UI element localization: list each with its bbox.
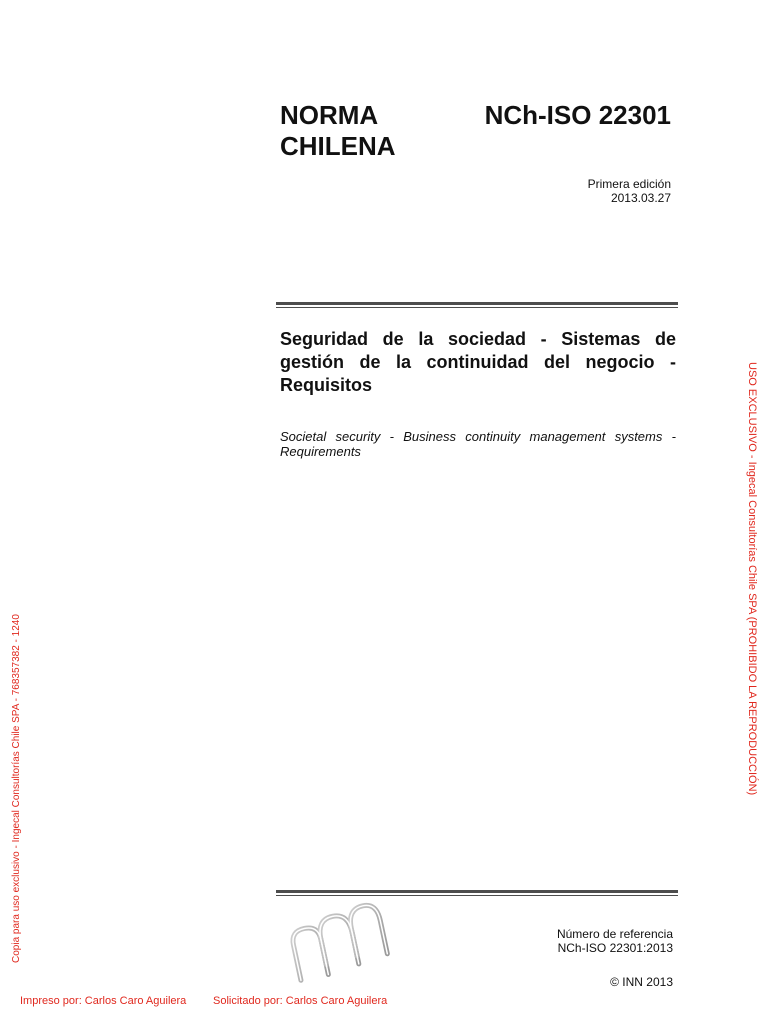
inn-logo-icon — [282, 902, 392, 984]
reference-block — [557, 927, 673, 955]
reference-label: Número de referencia — [556, 927, 673, 941]
copyright-icon: © — [610, 975, 619, 989]
copyright — [610, 975, 673, 989]
copyright-text: INN 2013 — [622, 975, 673, 989]
title-spanish: Seguridad de la sociedad - Sistemas de gestión de la continuidad del negocio - Requisitos — [280, 329, 676, 395]
standard-type-line2: CHILENA — [280, 131, 396, 161]
standard-code: NCh-ISO 22301 — [484, 100, 671, 130]
standard-type-line1: NORMA — [280, 100, 379, 130]
top-divider — [276, 302, 678, 308]
title-english: Societal security - Business continuity management systems - Requirements — [280, 429, 676, 459]
printed-by: Impreso por: Carlos Caro Aguilera — [20, 995, 187, 1007]
edition-date: 2013.03.27 — [610, 191, 671, 205]
watermark-copy-notice: Copia para uso exclusivo - Ingecal Consultorías Chile SPA - 768357382 - 1240 — [11, 614, 22, 963]
watermark-exclusive-use: USO EXCLUSIVO - Ingecal Consultorías Chile SPA (PROHIBIDO LA REPRODUCCIÓN) — [746, 362, 758, 796]
edition-label: Primera edición — [587, 177, 671, 191]
requested-by: Solicitado por: Carlos Caro Aguilera — [213, 995, 388, 1007]
reference-code: NCh-ISO 22301:2013 — [557, 941, 673, 955]
edition-block — [588, 177, 671, 205]
bottom-divider — [276, 890, 678, 896]
